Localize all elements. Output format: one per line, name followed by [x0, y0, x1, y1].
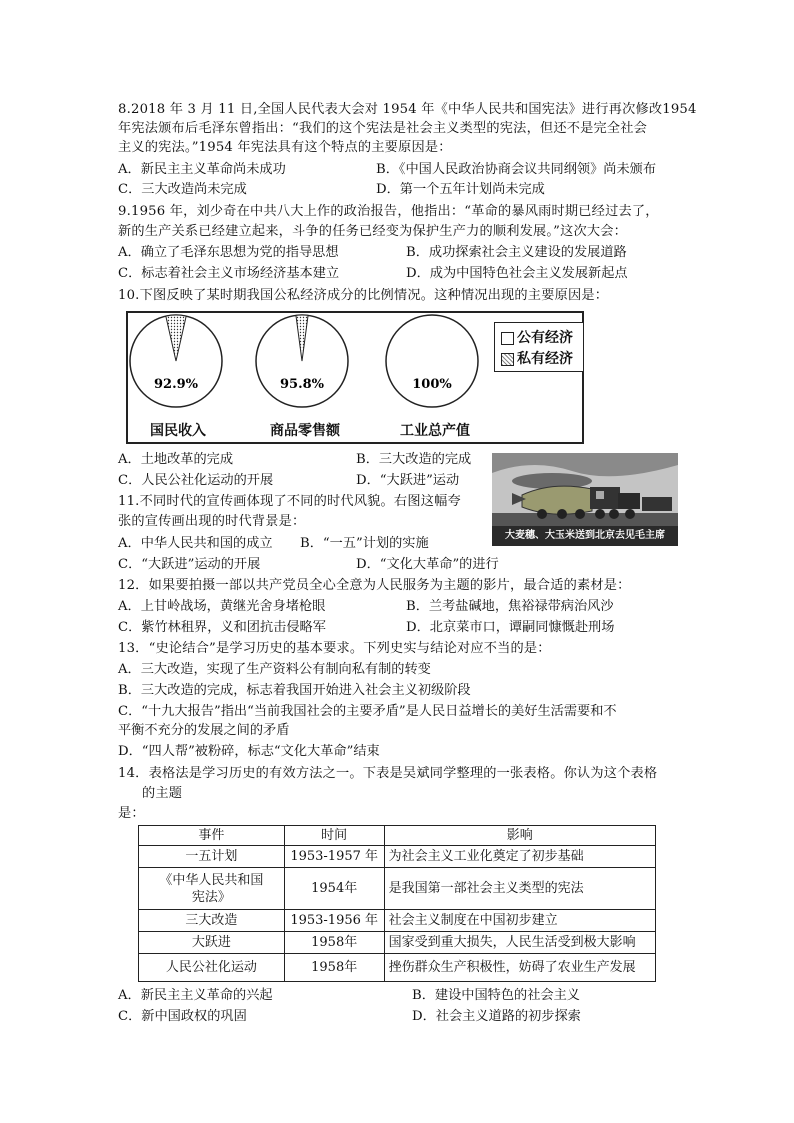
q14-option-c: C．新中国政权的巩固 — [118, 1009, 247, 1024]
legend-label-public: 公有经济 — [517, 330, 573, 346]
q13-option-c-cont: 平衡不充分的发展之间的矛盾 — [118, 723, 290, 738]
q8-option-d: D．第一个五年计划尚未完成 — [376, 182, 545, 197]
table-cell-event: 人民公社化运动 — [139, 954, 285, 982]
q8-line-3: 主义的宪法。”1954 年宪法具有这个特点的主要原因是： — [118, 140, 452, 155]
q12-option-d: D．北京菜市口，谭嗣同慷慨赴刑场 — [406, 620, 615, 635]
pie-slice-public — [386, 315, 478, 407]
q11-line-2: 张的宣传画出现的时代背景是： — [118, 514, 306, 529]
table-cell-event: 《中华人民共和国宪法》 — [139, 868, 285, 910]
q10-option-c: C．人民公社化运动的开展 — [118, 473, 274, 488]
q12-option-c: C．紫竹林租界，义和团抗击侵略军 — [118, 620, 326, 635]
table-row — [139, 910, 656, 932]
table-cell-time: 1958年 — [284, 954, 384, 982]
q11-option-a: A．中华人民共和国的成立 — [118, 536, 273, 551]
q13-option-b: B．三大改造的完成，标志着我国开始进入社会主义初级阶段 — [118, 683, 471, 698]
q13-option-d: D．“四人帮”被粉碎，标志“文化大革命”结束 — [118, 744, 380, 759]
q10-line: 10.下图反映了某时期我国公私经济成分的比例情况。这种情况出现的主要原因是： — [118, 288, 609, 303]
q9-line-1: 9.1956 年，刘少奇在中共八大上作的政治报告，他指出：“革命的暴风雨时期已经过去了， — [118, 204, 659, 219]
q11-option-d: D．“文化大革命”的进行 — [356, 557, 499, 572]
q14-option-d: D．社会主义道路的初步探索 — [412, 1009, 581, 1024]
q13-option-a: A．三大改造，实现了生产资料公有制向私有制的转变 — [118, 662, 431, 677]
q11-line-1: 11.不同时代的宣传画体现了不同的时代风貌。右图这幅夸 — [118, 494, 461, 509]
q9-option-a: A．确立了毛泽东思想为党的指导思想 — [118, 245, 339, 260]
q12-line: 12．如果要拍摄一部以共产党员全心全意为人民服务为主题的影片，最合适的素材是： — [118, 578, 631, 593]
table-cell-event: 三大改造 — [139, 910, 285, 932]
table-header-impact: 影响 — [384, 826, 655, 846]
q8-option-a: A．新民主主义革命尚未成功 — [118, 162, 286, 177]
q14-option-a: A．新民主主义革命的兴起 — [118, 988, 273, 1003]
legend-swatch-private — [501, 353, 514, 366]
q9-option-d: D．成为中国特色社会主义发展新起点 — [406, 266, 628, 281]
pie-title-industrial-output: 工业总产值 — [400, 423, 470, 439]
pie-value-label: 100% — [412, 377, 452, 392]
table-row — [139, 868, 656, 910]
q9-option-c: C．标志着社会主义市场经济基本建立 — [118, 266, 340, 281]
q11-option-c: C．“大跃进”运动的开展 — [118, 557, 261, 572]
table-cell-impact: 挫伤群众生产积极性，妨碍了农业生产发展 — [384, 954, 655, 982]
table-header-time: 时间 — [284, 826, 384, 846]
q14-line-1: 14．表格法是学习历史的有效方法之一。下表是吴斌同学整理的一张表格。你认为这个表格 — [118, 766, 658, 781]
propaganda-poster-image — [492, 453, 678, 546]
events-table — [138, 825, 656, 982]
q13-option-c: C．“十九大报告”指出“当前我国社会的主要矛盾”是人民日益增长的美好生活需要和不 — [118, 704, 617, 719]
table-row — [139, 954, 656, 982]
table-cell-time: 1953-1957 年 — [284, 846, 384, 868]
q10-option-a: A．土地改革的完成 — [118, 452, 234, 467]
pie-value-label: 92.9% — [153, 377, 199, 392]
q8-line-2: 年宪法颁布后毛泽东曾指出：“我们的这个宪法是社会主义类型的宪法，但还不是完全社会 — [118, 121, 648, 136]
q14-option-b: B．建设中国特色的社会主义 — [412, 988, 580, 1003]
q9-option-b: B．成功探索社会主义建设的发展道路 — [406, 245, 627, 260]
q8-line-1: 8.2018 年 3 月 11 日,全国人民代表大会对 1954 年《中华人民共和国宪法》进行再次修改1954 — [118, 102, 697, 117]
table-header-event: 事件 — [139, 826, 285, 846]
table-cell-event: 一五计划 — [139, 846, 285, 868]
table-cell-time: 1954年 — [284, 868, 384, 910]
q8-option-b: B．《中国人民政治协商会议共同纲领》尚未颁布 — [376, 162, 657, 177]
pie-title-retail-sales: 商品零售额 — [270, 423, 340, 439]
table-cell-time: 1958年 — [284, 932, 384, 954]
table-cell-impact: 社会主义制度在中国初步建立 — [384, 910, 655, 932]
table-cell-impact: 为社会主义工业化奠定了初步基础 — [384, 846, 655, 868]
legend-swatch-public — [501, 332, 514, 345]
q14-line-3: 是： — [118, 806, 145, 821]
q9-line-2: 新的生产关系已经建立起来，斗争的任务已经变为保护生产力的顺利发展。”这次大会： — [118, 224, 628, 239]
q10-option-b: B．三大改造的完成 — [356, 452, 472, 467]
q13-line: 13．“史论结合”是学习历史的基本要求。下列史实与结论对应不当的是： — [118, 641, 551, 656]
q14-line-2: 的主题 — [142, 786, 183, 801]
pie-value-label: 95.8% — [279, 377, 325, 392]
table-row — [139, 932, 656, 954]
table-cell-impact: 国家受到重大损失，人民生活受到极大影响 — [384, 932, 655, 954]
legend-private — [501, 348, 573, 368]
q12-option-b: B．兰考盐碱地，焦裕禄带病治风沙 — [406, 599, 614, 614]
table-row — [139, 846, 656, 868]
table-cell-impact: 是我国第一部社会主义类型的宪法 — [384, 868, 655, 910]
table-cell-time: 1953-1956 年 — [284, 910, 384, 932]
q11-option-b: B．“一五”计划的实施 — [300, 536, 429, 551]
table-header-row — [139, 826, 656, 846]
legend-label-private: 私有经济 — [517, 351, 573, 367]
q12-option-a: A．上甘岭战场，黄继光舍身堵枪眼 — [118, 599, 326, 614]
q10-option-d: D．“大跃进”运动 — [356, 473, 460, 488]
pie-legend — [494, 322, 584, 372]
legend-public — [501, 327, 573, 347]
q8-option-c: C．三大改造尚未完成 — [118, 182, 247, 197]
poster-caption: 大麦穗、大玉米送到北京去见毛主席 — [492, 526, 678, 546]
pie-title-national-income: 国民收入 — [150, 423, 206, 439]
table-cell-event: 大跃进 — [139, 932, 285, 954]
